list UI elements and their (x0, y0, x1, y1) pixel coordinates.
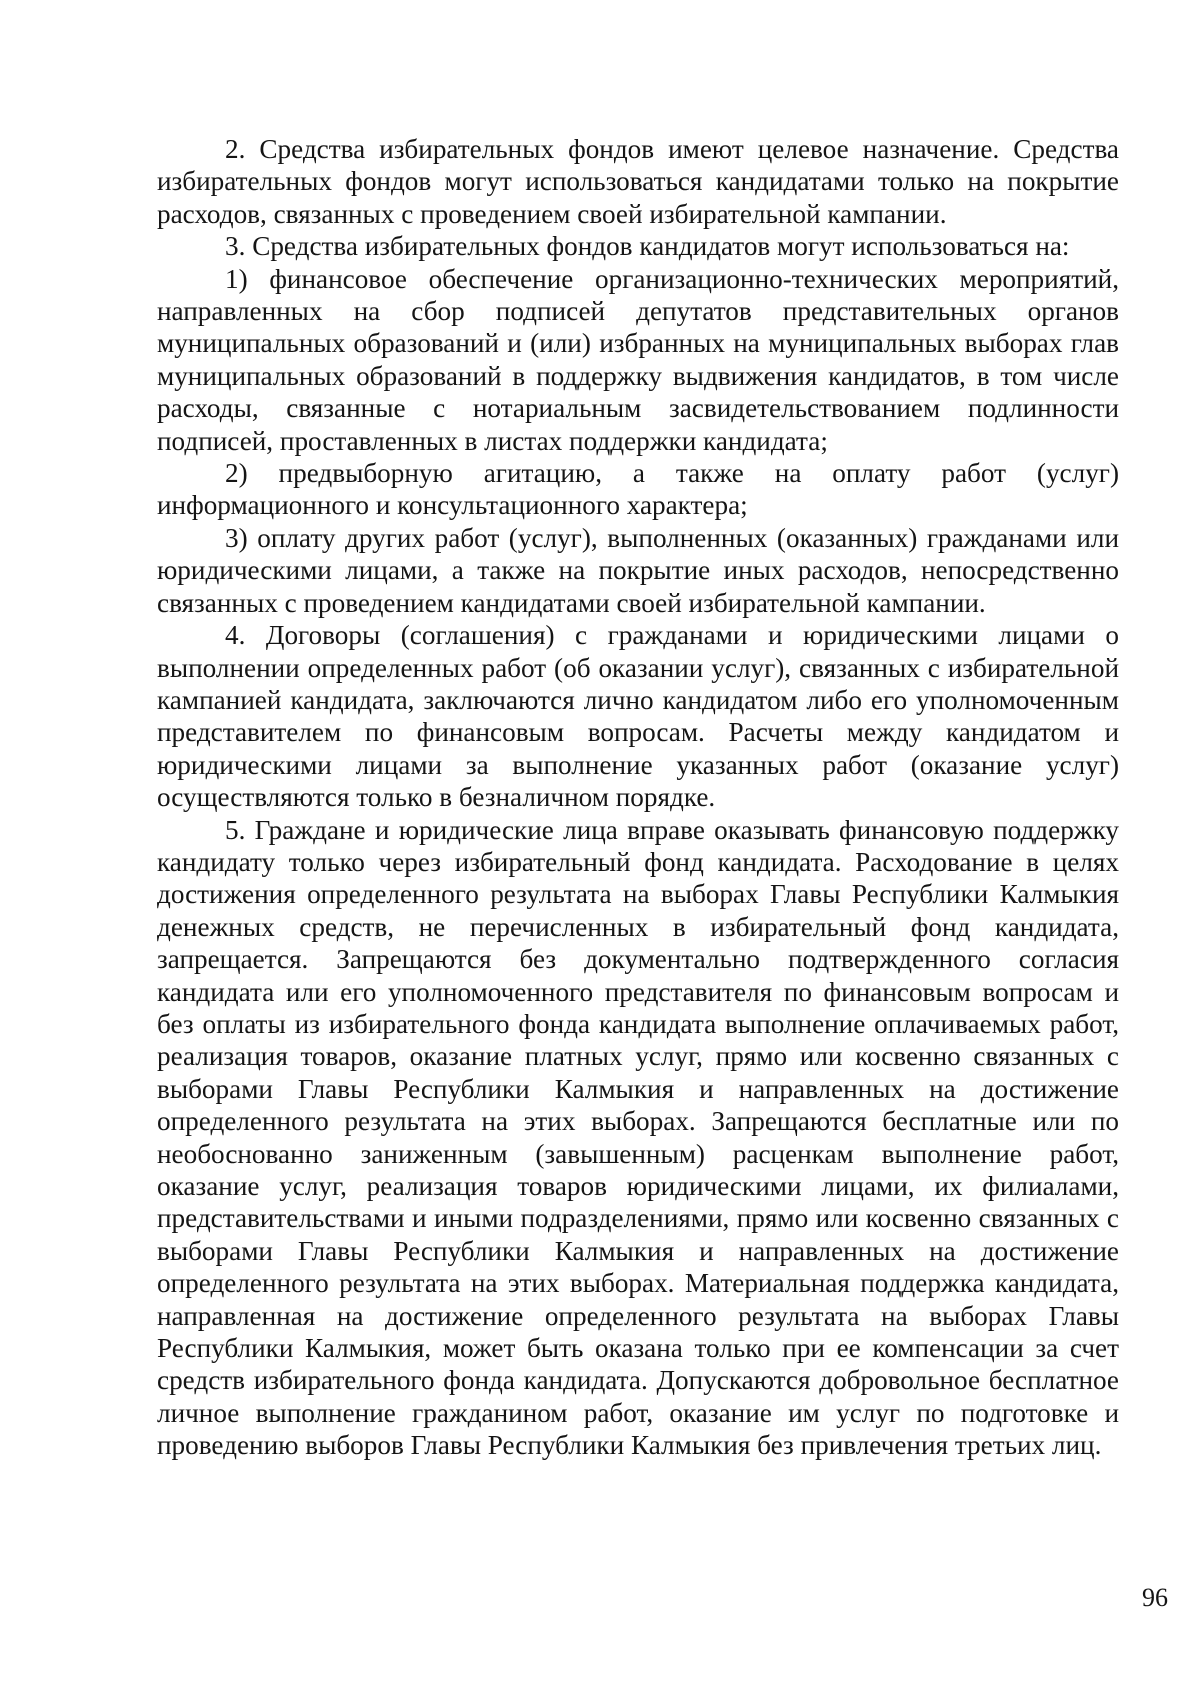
paragraph-item-4-contracts: 4. Договоры (соглашения) с гражданами и юридическими лицами о выполнении определенных работ (об оказании услуг), связанных с избирательной кампанией кандидата, заключаются лично кандидатом либо его уполномоченным представителем по финансовым вопросам. Расчеты между кандидатом и юридическими лицами за выполнение указанных работ (оказание услуг) осуществляются только в безналичном порядке. (157, 620, 1119, 813)
paragraph-subitem-3: 3) оплату других работ (услуг), выполненных (оказанных) гражданами или юридическими лицами, а также на покрытие иных расходов, непосредственно связанных с проведением кандидатами своей избирательной кампании. (157, 522, 1119, 618)
paragraph-subitem-2: 2) предвыборную агитацию, а также на оплату работ (услуг) информационного и консультационного характера; (157, 458, 1119, 521)
paragraph-item-5-support: 5. Граждане и юридические лица вправе оказывать финансовую поддержку кандидату только через избирательный фонд кандидата. Расходование в целях достижения определенного результата на выборах Главы Республики Калмыкия денежных средств, не перечисленных в избирательный фонд кандидата, запрещается. Запрещаются без документально подтвержденного согласия кандидата или его уполномоченного представителя по финансовым вопросам и без оплаты из избирательного фонда кандидата выполнение оплачиваемых работ, реализация товаров, оказание платных услуг, прямо или косвенно связанных с выборами Главы Республики Калмыкия и направленных на достижение определенного результата на этих выборах. Запрещаются бесплатные или по необоснованно заниженным (завышенным) расценкам выполнение работ, оказание услуг, реализация товаров юридическими лицами, их филиалами, представительствами и иными подразделениями, прямо или косвенно связанных с выборами Главы Республики Калмыкия и направленных на достижение определенного результата на этих выборах. Материальная поддержка кандидата, направленная на достижение определенного результата на выборах Главы Республики Калмыкия, может быть оказана только при ее компенсации за счет средств избирательного фонда кандидата. Допускаются добровольное бесплатное личное выполнение гражданином работ, оказание им услуг по подготовке и проведению выборов Главы Республики Калмыкия без привлечения третьих лиц. (157, 814, 1119, 1461)
paragraph-item-2-purpose: 2. Средства избирательных фондов имеют целевое назначение. Средства избирательных фондов могут использоваться кандидатами только на покрытие расходов, связанных с проведением своей избирательной кампании. (157, 134, 1119, 229)
paragraph-subitem-1: 1) финансовое обеспечение организационно-технических мероприятий, направленных на сбор подписей депутатов представительных органов муниципальных образований и (или) избранных на муниципальных выборах глав муниципальных образований в поддержку выдвижения кандидатов, в том числе расходы, связанные с нотариальным засвидетельствованием подлинности подписей, проставленных в листах поддержки кандидата; (157, 263, 1119, 456)
document-body (157, 133, 1119, 1462)
paragraph-item-3-intro: 3. Средства избирательных фондов кандидатов могут использоваться на: (225, 231, 1070, 262)
page-number: 96 (1142, 1583, 1168, 1612)
